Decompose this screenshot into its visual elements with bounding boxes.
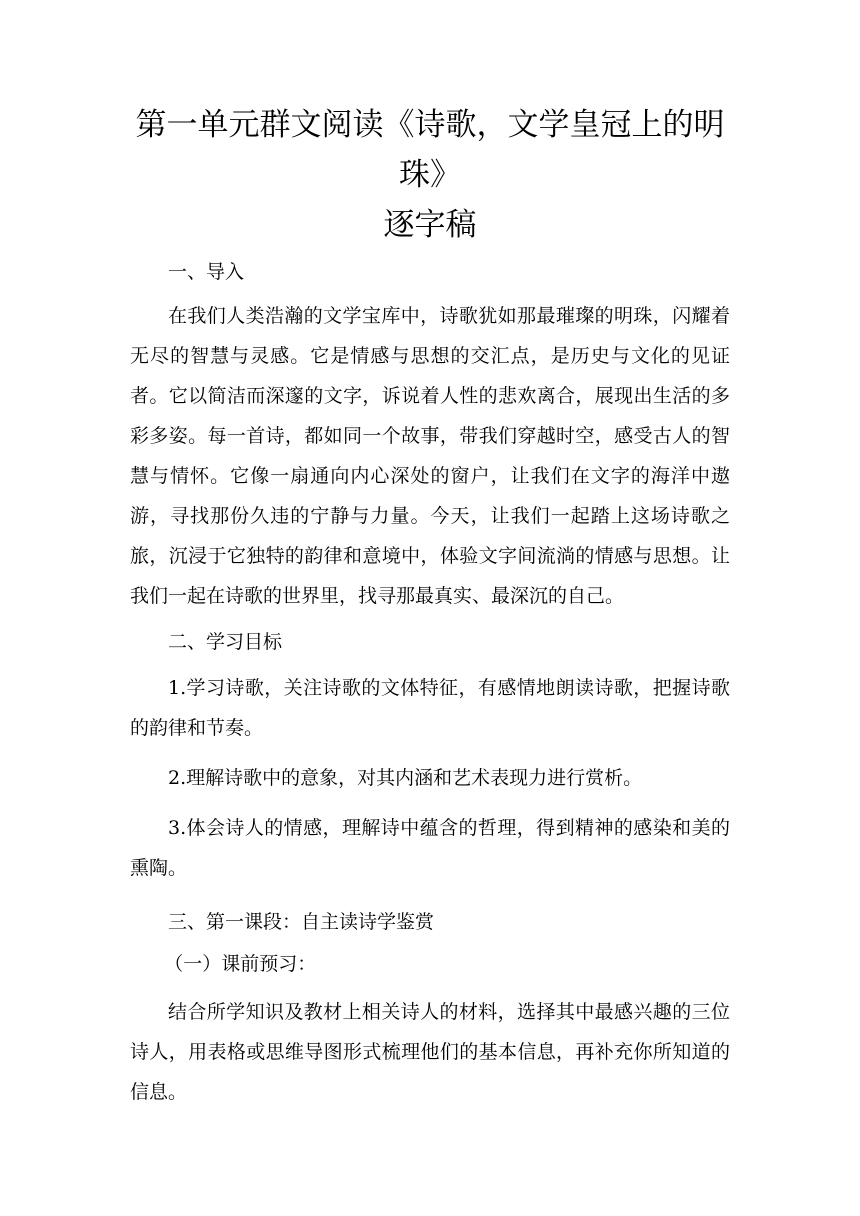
goal-item-2: 2.理解诗歌中的意象，对其内涵和艺术表现力进行赏析。 [168,767,643,789]
goal-item-3: 3.体会诗人的情感，理解诗中蕴含的哲理，得到精神的感染和美的熏陶。 [130,817,730,879]
preview-paragraph: 结合所学知识及教材上相关诗人的材料，选择其中最感兴趣的三位诗人，用表格或思维导图形式梳理他们的基本信息，再补充你所知道的信息。 [130,1001,730,1103]
section-heading-intro: 一、导入 [168,261,245,283]
title-line-1: 第一单元群文阅读《诗歌，文学皇冠上的明珠》 [135,107,725,193]
document-title [130,100,730,250]
section-heading-goals: 二、学习目标 [168,631,283,653]
section-heading-lesson-one: 三、第一课段：自主读诗学鉴赏 [168,911,435,933]
subheading-preview: （一）课前预习： [164,953,317,975]
document-page [130,100,730,1112]
intro-paragraph: 在我们人类浩瀚的文学宝库中，诗歌犹如那最璀璨的明珠，闪耀着无尽的智慧与灵感。它是情感与思想的交汇点，是历史与文化的见证者。它以简洁而深邃的文字，诉说着人性的悲欢离合，展现出生活的多彩多姿。每一首诗，都如同一个故事，带我们穿越时空，感受古人的智慧与情怀。它像一扇通向内心深处的窗户，让我们在文字的海洋中遨游，寻找那份久违的宁静与力量。今天，让我们一起踏上这场诗歌之旅，沉浸于它独特的韵律和意境中，体验文字间流淌的情感与思想。让我们一起在诗歌的世界里，找寻那最真实、最深沉的自己。 [130,305,730,607]
goal-item-1: 1.学习诗歌，关注诗歌的文体特征，有感情地朗读诗歌，把握诗歌的韵律和节奏。 [130,677,730,739]
title-line-2: 逐字稿 [383,207,477,243]
